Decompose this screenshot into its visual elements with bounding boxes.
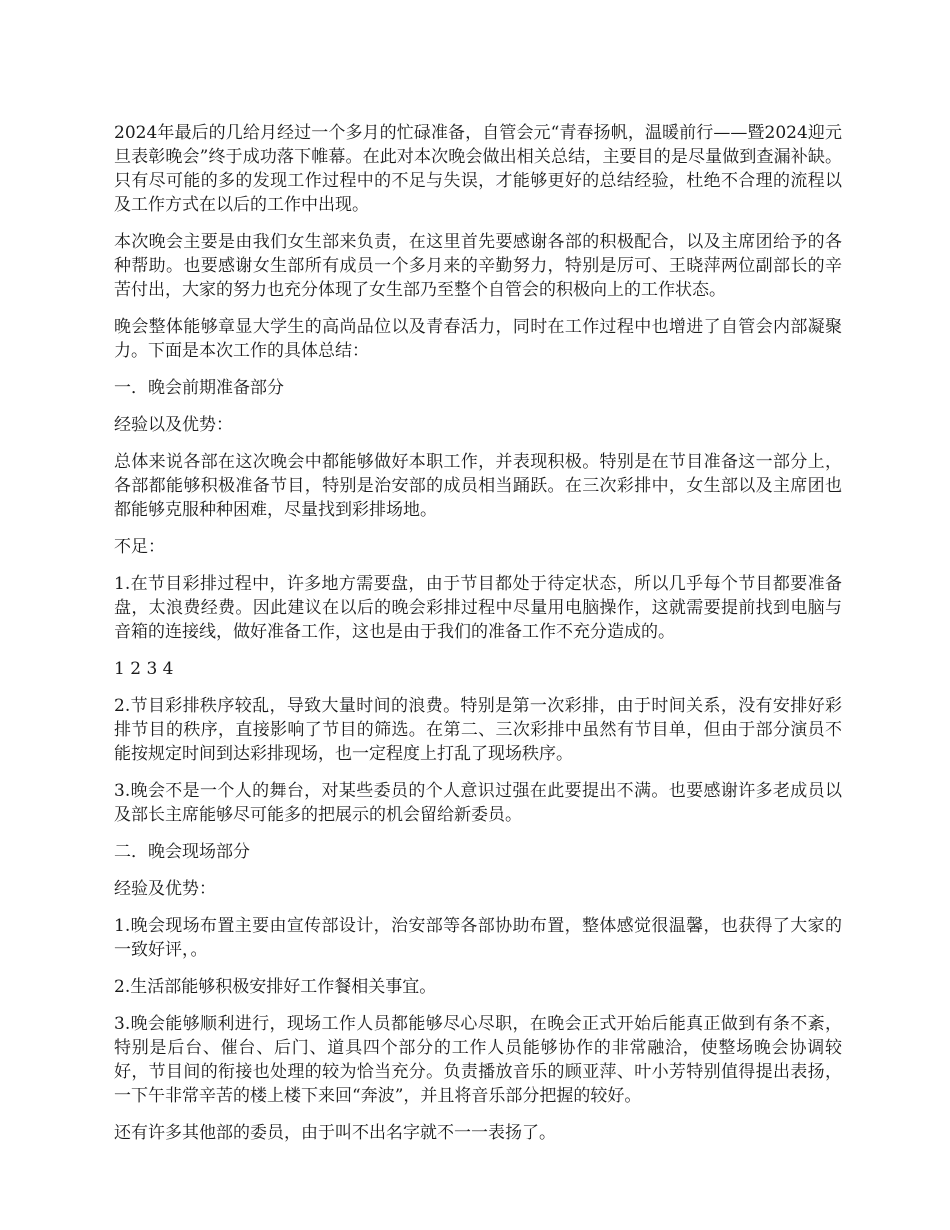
list-item-shortcoming-1: 1.在节目彩排过程中，许多地方需要盘，由于节目都处于待定状态，所以几乎每个节目都要准备盘，太浪费经费。因此建议在以后的晚会彩排过程中尽量用电脑操作，这就需要提前找到电脑与音箱的连接线，做好准备工作，这也是由于我们的准备工作不充分造成的。 — [114, 574, 842, 642]
paragraph-advantages: 总体来说各部在这次晚会中都能够做好本职工作，并表现积极。特别是在节目准备这一部分上，各部都能够积极准备节目，特别是治安部的成员相当踊跃。在三次彩排中，女生部以及主席团也都能够克服种种困难，尽量找到彩排场地。 — [114, 452, 842, 520]
subheading-shortcomings: 不足： — [114, 537, 165, 557]
list-item-shortcoming-3: 3.晚会不是一个人的舞台，对某些委员的个人意识过强在此要提出不满。也要感谢许多老成员以及部长主席能够尽可能多的把展示的机会留给新委员。 — [114, 781, 842, 825]
paragraph-thanks: 本次晚会主要是由我们女生部来负责，在这里首先要感谢各部的积极配合，以及主席团给予的各种帮助。也要感谢女生部所有成员一个多月来的辛勤努力，特别是厉可、王晓萍两位副部长的辛苦付出，大家的努力也充分体现了女生部乃至整个自管会的积极向上的工作状态。 — [114, 232, 842, 300]
paragraph-closing: 还有许多其他部的委员，由于叫不出名字就不一一表扬了。 — [114, 1123, 556, 1143]
paragraph-intro: 2024年最后的几给月经过一个多月的忙碌准备，自管会元“青春扬帆，温暖前行——暨2024迎元旦表彰晚会”终于成功落下帷幕。在此对本次晚会做出相关总结，主要目的是尽量做到查漏补缺。只有尽可能的多的发现工作过程中的不足与失误，才能够更好的总结经验，杜绝不合理的流程以及工作方式在以后的工作中出现。 — [114, 123, 842, 215]
subheading-onsite-advantages: 经验及优势： — [114, 879, 216, 899]
subheading-advantages: 经验以及优势： — [114, 415, 233, 435]
list-item-onsite-2: 2.生活部能够积极安排好工作餐相关事宜。 — [114, 977, 437, 997]
list-item-onsite-1: 1.晚会现场布置主要由宣传部设计，治安部等各部协助布置，整体感觉很温馨，也获得了大家的一致好评，。 — [114, 916, 842, 960]
list-item-shortcoming-2: 2.节目彩排秩序较乱，导致大量时间的浪费。特别是第一次彩排，由于时间关系，没有安排好彩排节目的秩序，直接影响了节目的筛选。在第二、三次彩排中虽然有节目单，但由于部分演员不能按规定时间到达彩排现场，也一定程度上打乱了现场秩序。 — [114, 696, 842, 764]
paragraph-overview: 晚会整体能够章显大学生的高尚品位以及青春活力，同时在工作过程中也增进了自管会内部凝聚力。下面是本次工作的具体总结： — [114, 317, 842, 361]
section-heading-preparation: 一．晚会前期准备部分 — [114, 378, 284, 398]
stray-numbers: 1 2 3 4 — [114, 659, 174, 679]
document-body — [114, 121, 842, 1158]
list-item-onsite-3: 3.晚会能够顺利进行，现场工作人员都能够尽心尽职，在晚会正式开始后能真正做到有条不紊，特别是后台、催台、后门、道具四个部分的工作人员能够协作的非常融洽，使整场晚会协调较好，节目间的衔接也处理的较为恰当充分。负责播放音乐的顾亚萍、叶小芳特别值得提出表扬，一下午非常辛苦的楼上楼下来回“奔波”，并且将音乐部分把握的较好。 — [114, 1014, 842, 1106]
section-heading-onsite: 二．晚会现场部分 — [114, 842, 250, 862]
